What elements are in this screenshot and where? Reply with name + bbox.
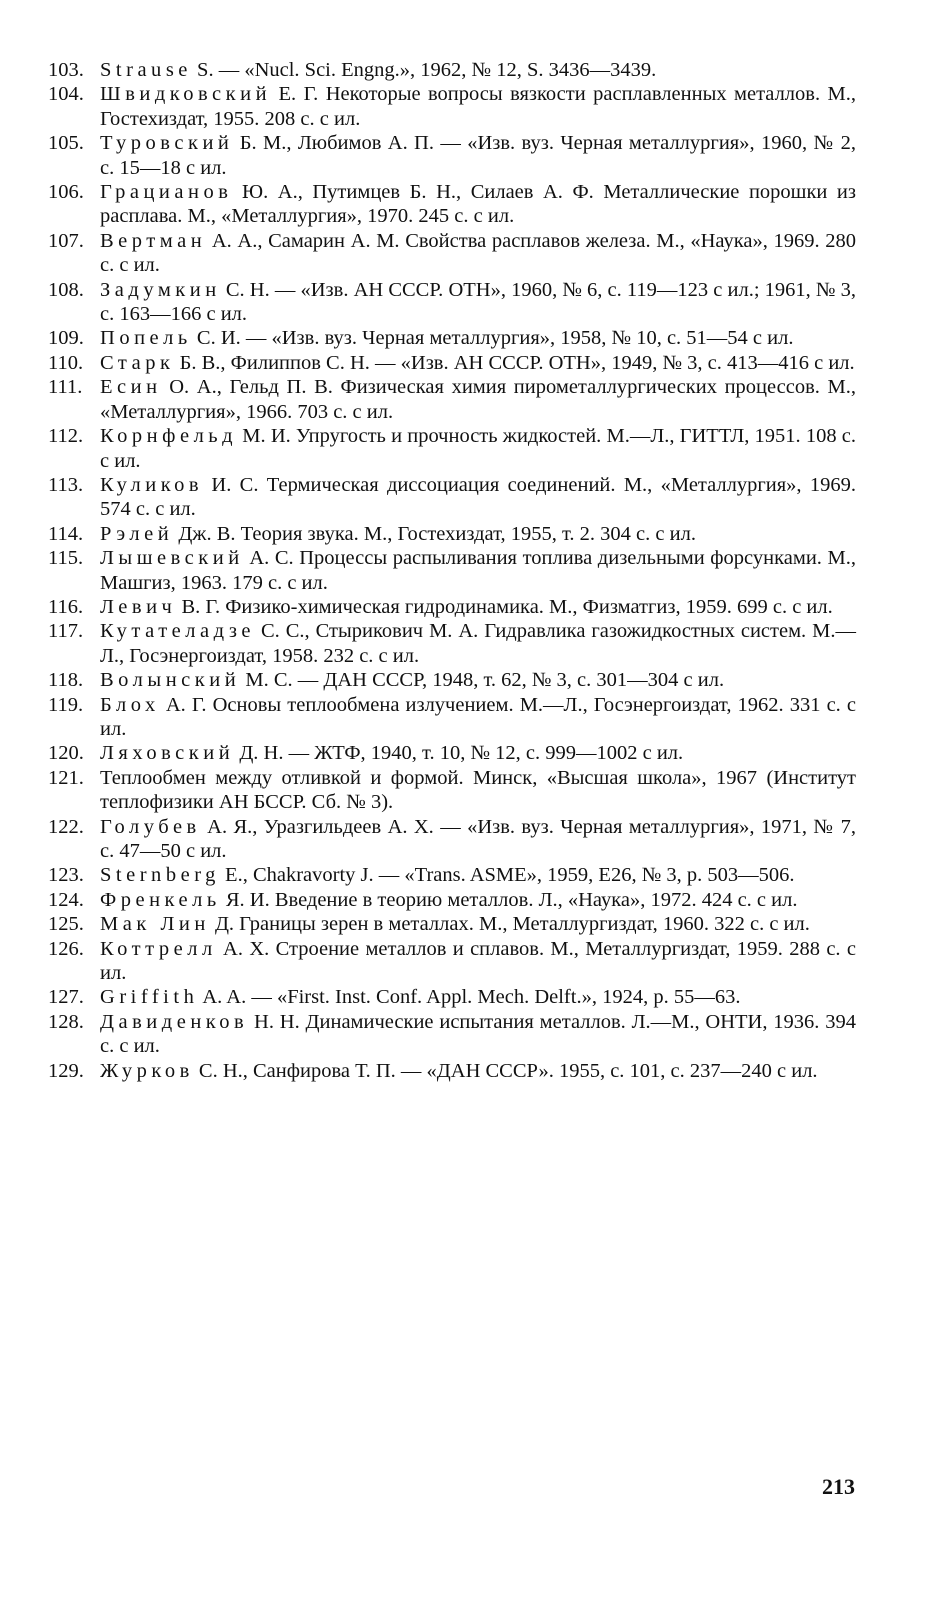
reference-text — [100, 351, 856, 375]
reference-number: 123. — [48, 864, 84, 887]
reference-author: Лышевский — [100, 547, 244, 570]
reference-author: Strause — [100, 59, 192, 81]
reference-item — [48, 278, 856, 327]
reference-item — [48, 424, 856, 473]
reference-details: Д. Границы зерен в металлах. М., Металлургиздат, 1960. 322 с. с ил. — [209, 913, 810, 936]
reference-details: С. Н., Санфирова Т. П. — «ДАН СССР». 1955, с. 101, с. 237—240 с ил. — [193, 1059, 818, 1082]
reference-text — [100, 326, 856, 350]
reference-text — [100, 985, 856, 1009]
reference-author: Куликов — [100, 473, 204, 496]
reference-details: Ю. А., Путимцев Б. Н., Силаев А. Ф. Металлические порошки из расплава. М., «Металлургия», 1970. 245 с. с ил. — [100, 181, 856, 228]
reference-text — [100, 741, 856, 765]
reference-text — [100, 229, 856, 278]
reference-details: Теплообмен между отливкой и формой. Минск, «Высшая школа», 1967 (Институт теплофизики АН БССР. Сб. № 3). — [100, 766, 856, 814]
reference-details: A. A. — «First. Inst. Conf. Appl. Mech. Delft.», 1924, p. 55—63. — [198, 986, 741, 1009]
reference-number: 105. — [48, 132, 84, 155]
reference-text — [100, 522, 856, 546]
reference-details: Н. Н. Динамические испытания металлов. Л.—М., ОНТИ, 1936. 394 с. с ил. — [100, 1010, 856, 1058]
reference-number: 109. — [48, 327, 84, 350]
reference-item — [48, 619, 856, 668]
reference-author: Голубев — [100, 815, 201, 838]
reference-author: Левич — [100, 595, 177, 618]
reference-details: Е. Г. Некоторые вопросы вязкости расплавленных металлов. М., Гостехиздат, 1955. 208 с. с ил. — [100, 83, 856, 130]
reference-author: Журков — [100, 1059, 194, 1082]
reference-details: О. А., Гельд П. В. Физическая химия пирометаллургических процессов. М., «Металлургия», 1966. 703 с. с ил. — [100, 376, 856, 423]
reference-number: 120. — [48, 742, 84, 765]
reference-text — [100, 58, 856, 82]
reference-text — [100, 937, 856, 986]
reference-text — [100, 424, 856, 473]
reference-item — [48, 326, 856, 350]
reference-item — [48, 375, 856, 424]
reference-item — [48, 131, 856, 180]
reference-item — [48, 863, 856, 887]
reference-number: 122. — [48, 815, 84, 838]
reference-text — [100, 619, 856, 668]
reference-author: Попель — [100, 327, 192, 350]
reference-details: А. А., Самарин А. М. Свойства расплавов железа. М., «Наука», 1969. 280 с. с ил. — [100, 229, 856, 277]
reference-text — [100, 546, 856, 595]
reference-number: 121. — [48, 766, 84, 789]
reference-author: Грацианов — [100, 181, 233, 204]
reference-details: Б. В., Филиппов С. Н. — «Изв. АН СССР. ОТН», 1949, № 3, с. 413—416 с ил. — [174, 351, 855, 374]
reference-item — [48, 180, 856, 229]
reference-number: 111. — [48, 376, 83, 399]
reference-item — [48, 741, 856, 765]
reference-author: Корнфельд — [100, 425, 238, 448]
reference-text — [100, 693, 856, 742]
reference-text — [100, 815, 856, 864]
reference-item — [48, 668, 856, 692]
reference-item — [48, 937, 856, 986]
reference-details: С. И. — «Изв. вуз. Черная металлургия», 1958, № 10, с. 51—54 с ил. — [191, 327, 794, 350]
page-content — [48, 58, 856, 1083]
reference-number: 125. — [48, 913, 84, 936]
reference-details: А. С. Процессы распыливания топлива дизельными форсунками. М., Машгиз, 1963. 179 с. с ил. — [100, 547, 856, 594]
reference-text — [100, 375, 856, 424]
reference-item — [48, 546, 856, 595]
reference-number: 115. — [48, 547, 84, 570]
reference-text — [100, 668, 856, 692]
reference-details: А. Г. Основы теплообмена излучением. М.—Л., Госэнергоиздат, 1962. 331 с. с ил. — [100, 693, 856, 740]
reference-item — [48, 229, 856, 278]
reference-number: 107. — [48, 229, 84, 252]
reference-number: 126. — [48, 937, 84, 960]
reference-details: М. И. Упругость и прочность жидкостей. М.—Л., ГИТТЛ, 1951. 108 с. с ил. — [100, 425, 856, 472]
reference-number: 112. — [48, 425, 84, 448]
reference-number: 104. — [48, 83, 84, 106]
reference-item — [48, 985, 856, 1009]
reference-author: Старк — [100, 351, 175, 374]
reference-number: 108. — [48, 278, 84, 301]
reference-details: С. С., Стырикович М. А. Гидравлика газожидкостных систем. М.—Л., Госэнергоиздат, 1958. 232 с. с ил. — [100, 620, 856, 667]
reference-item — [48, 766, 856, 815]
reference-author: Коттрелл — [100, 937, 217, 960]
reference-text — [100, 1010, 856, 1059]
reference-details: Я. И. Введение в теорию металлов. Л., «Наука», 1972. 424 с. с ил. — [220, 888, 798, 911]
reference-text — [100, 180, 856, 229]
reference-item — [48, 1059, 856, 1083]
reference-details: Б. М., Любимов А. П. — «Изв. вуз. Черная металлургия», 1960, № 2, с. 15—18 с ил. — [100, 132, 856, 179]
reference-item — [48, 351, 856, 375]
reference-author: Блох — [100, 693, 160, 716]
reference-number: 129. — [48, 1059, 84, 1082]
reference-author: Griffith — [100, 986, 199, 1009]
reference-text — [100, 131, 856, 180]
reference-item — [48, 58, 856, 82]
reference-author: Вертман — [100, 229, 207, 252]
reference-item — [48, 595, 856, 619]
reference-details: E., Chakravorty J. — «Trans. ASME», 1959, E26, № 3, p. 503—506. — [219, 864, 795, 887]
reference-author: Давиденков — [100, 1010, 249, 1033]
reference-text — [100, 278, 856, 327]
reference-item — [48, 693, 856, 742]
reference-author: Ляховский — [100, 742, 235, 765]
reference-text — [100, 863, 856, 887]
reference-number: 117. — [48, 620, 84, 643]
reference-details: А. Х. Строение металлов и сплавов. М., Металлургиздат, 1959. 288 с. с ил. — [100, 937, 856, 985]
reference-text — [100, 1059, 856, 1083]
page-number: 213 — [822, 1474, 855, 1499]
reference-author: Туровский — [100, 132, 234, 155]
reference-author: Задумкин — [100, 278, 221, 301]
reference-number: 116. — [48, 595, 84, 618]
reference-details: S. — «Nucl. Sci. Engng.», 1962, № 12, S. 3436—3439. — [191, 59, 657, 81]
reference-details: А. Я., Уразгильдеев А. Х. — «Изв. вуз. Черная металлургия», 1971, № 7, с. 47—50 с ил. — [100, 815, 856, 862]
reference-author: Sternberg — [100, 864, 220, 887]
reference-author: Есин — [100, 376, 162, 399]
reference-number: 118. — [48, 669, 84, 692]
reference-author: Френкель — [100, 888, 221, 911]
reference-text — [100, 82, 856, 131]
reference-number: 124. — [48, 888, 84, 911]
reference-author: Рэлей — [100, 522, 174, 545]
reference-item — [48, 82, 856, 131]
reference-number: 127. — [48, 986, 84, 1009]
reference-details: Дж. В. Теория звука. М., Гостехиздат, 1955, т. 2. 304 с. с ил. — [173, 522, 696, 545]
reference-author: Мак Лин — [100, 913, 210, 936]
reference-number: 110. — [48, 351, 84, 374]
reference-text — [100, 888, 856, 912]
reference-item — [48, 815, 856, 864]
reference-item — [48, 912, 856, 936]
reference-number: 114. — [48, 522, 84, 545]
reference-author: Волынский — [100, 669, 241, 692]
reference-number: 119. — [48, 693, 84, 716]
reference-number: 128. — [48, 1010, 84, 1033]
reference-details: Д. Н. — ЖТФ, 1940, т. 10, № 12, с. 999—1002 с ил. — [234, 742, 684, 765]
reference-number: 113. — [48, 473, 84, 496]
reference-details: В. Г. Физико-химическая гидродинамика. М., Физматгиз, 1959. 699 с. с ил. — [176, 595, 833, 618]
reference-details: И. С. Термическая диссоциация соединений. М., «Металлургия», 1969. 574 с. с ил. — [100, 473, 856, 521]
reference-item — [48, 1010, 856, 1059]
reference-author: Швидковский — [100, 83, 272, 106]
reference-item — [48, 522, 856, 546]
reference-details: С. Н. — «Изв. АН СССР. ОТН», 1960, № 6, с. 119—123 с ил.; 1961, № 3, с. 163—166 с ил. — [100, 278, 856, 326]
reference-text — [100, 473, 856, 522]
reference-list — [48, 58, 856, 1083]
reference-text — [100, 912, 856, 936]
reference-number: 103. — [48, 59, 84, 81]
reference-text — [100, 766, 856, 815]
reference-number: 106. — [48, 181, 84, 204]
reference-item — [48, 888, 856, 912]
reference-details: М. С. — ДАН СССР, 1948, т. 62, № 3, с. 301—304 с ил. — [240, 669, 725, 692]
reference-author: Кутателадзе — [100, 620, 256, 643]
reference-text — [100, 595, 856, 619]
reference-item — [48, 473, 856, 522]
